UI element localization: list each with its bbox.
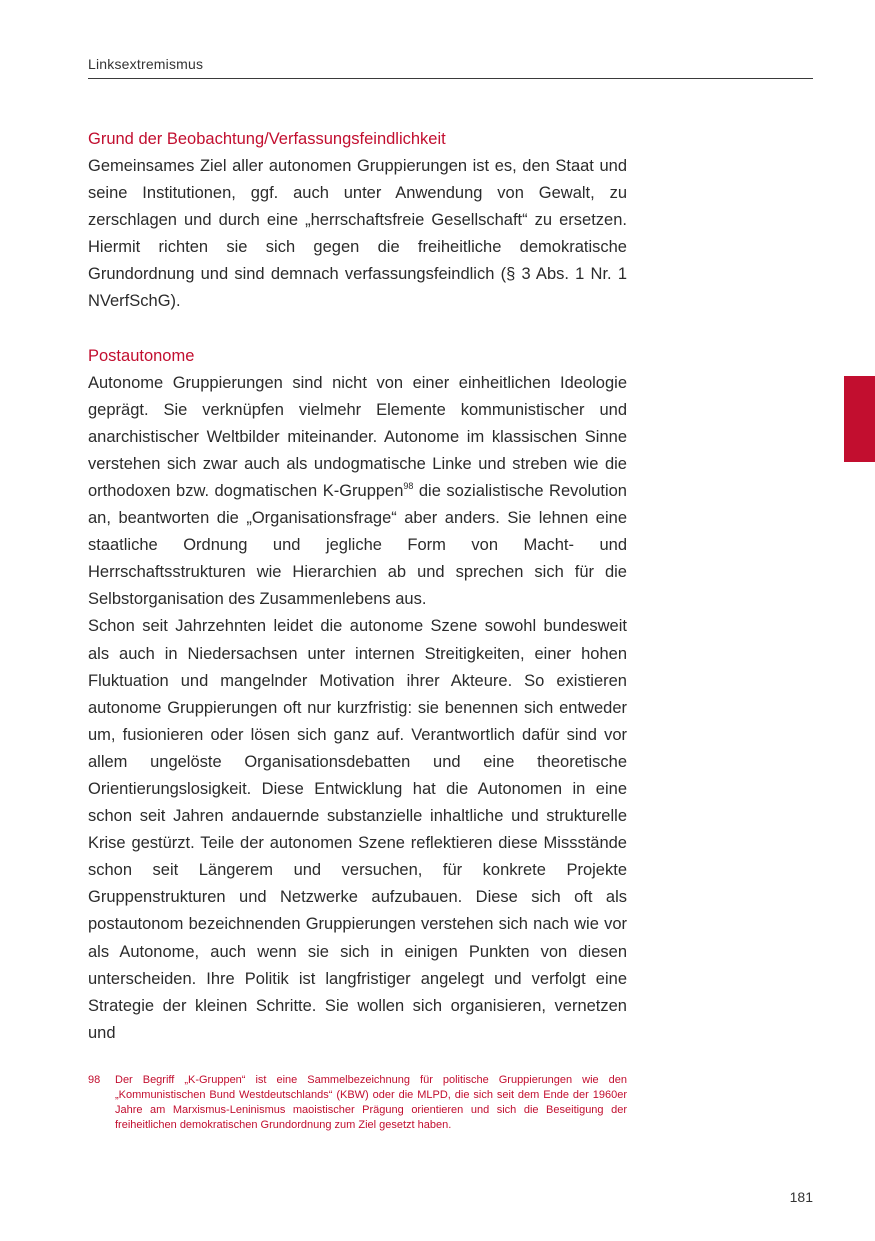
paragraph-postautonome-2: Schon seit Jahrzehnten leidet die autonome Szene sowohl bundesweit als auch in Niedersachsen unter internen Streitigkeiten, einer hohen Fluktuation und mangelnder Motivation ihrer Akteure. So existieren autonome Gruppierungen oft nur kurzfristig: sie benennen sich entweder um, fusionieren oder lösen sich ganz auf. Verantwortlich dafür sind vor allem ungelöste Organisationsdebatten und eine theoretische Orientierungslosigkeit. Diese Entwicklung hat die Autonomen in eine schon seit Jahren andauernde substanzielle inhaltliche und strukturelle Krise gestürzt. Teile der autonomen Szene reflektieren diese Missstände schon seit Längerem und versuchen, für konkrete Projekte Gruppenstrukturen und Netzwerke aufzubauen. Diese sich oft als postautonom bezeichnenden Gruppierungen verstehen sich nach wie vor als Autonome, auch wenn sie sich in einigen Punkten von diesen unterscheiden. Ihre Politik ist langfristiger angelegt und verfolgt eine Strategie der kleinen Schritte. Sie wollen sich organisieren, vernetzen und (88, 617, 627, 1042)
footnote-number: 98 (88, 1074, 101, 1086)
section-spacer (88, 316, 627, 343)
paragraph-postautonome-1 (88, 370, 627, 614)
footnote-reference[interactable]: 98 (403, 480, 414, 491)
chapter-side-tab (844, 376, 875, 462)
paragraph-grund: Gemeinsames Ziel aller autonomen Gruppierungen ist es, den Staat und seine Institutionen, ggf. auch unter Anwendung von Gewalt, zu zerschlagen und durch eine „herrschaftsfreie Gesellschaft“ zu ersetzen. Hiermit richten sie sich gegen die freiheitliche demokratische Grundordnung und sind demnach verfassungsfeindlich (§ 3 Abs. 1 Nr. 1 NVerfSchG). (88, 157, 627, 311)
footnote-text: Der Begriff „K-Gruppen“ ist eine Sammelbezeichnung für politische Gruppierungen wie den „Kommunistischen Bund Westdeutschlands“ (KBW) oder die MLPD, die sich seit dem Ende der 1960er Jahre am Marxismus-Leninismus maoistischer Prägung orientieren und sich die Beseitigung der freiheitlichen demokratischen Grundordnung zum Ziel gesetzt haben. (115, 1074, 627, 1131)
footnote (88, 1073, 627, 1133)
header-rule (88, 78, 813, 79)
running-header: Linksextremismus (88, 56, 204, 72)
section-heading-postautonome: Postautonome (88, 346, 195, 365)
section-heading-grund: Grund der Beobachtung/Verfassungsfeindlichkeit (88, 130, 446, 148)
paragraph-text: Autonome Gruppierungen sind nicht von einer einheitlichen Ideologie geprägt. Sie verknüpfen vielmehr Elemente kommunistischer und anarchistischer Weltbilder miteinander. Autonome im klassischen Sinne verstehen sich zwar auch als undogmatische Linke und streben wie die orthodoxen bzw. dogmatischen K-Gruppen (88, 373, 627, 500)
page-number: 181 (789, 1189, 813, 1205)
main-content (88, 126, 627, 1047)
paragraph-text: die sozialistische Revolution an, beantworten die „Organisationsfrage“ aber anders. Sie lehnen eine staatliche Ordnung und jegliche Form von Macht- und Herrschaftsstrukturen wie Hierarchien ab und sprechen sich für die Selbstorganisation des Zusammenlebens aus. (88, 481, 627, 609)
